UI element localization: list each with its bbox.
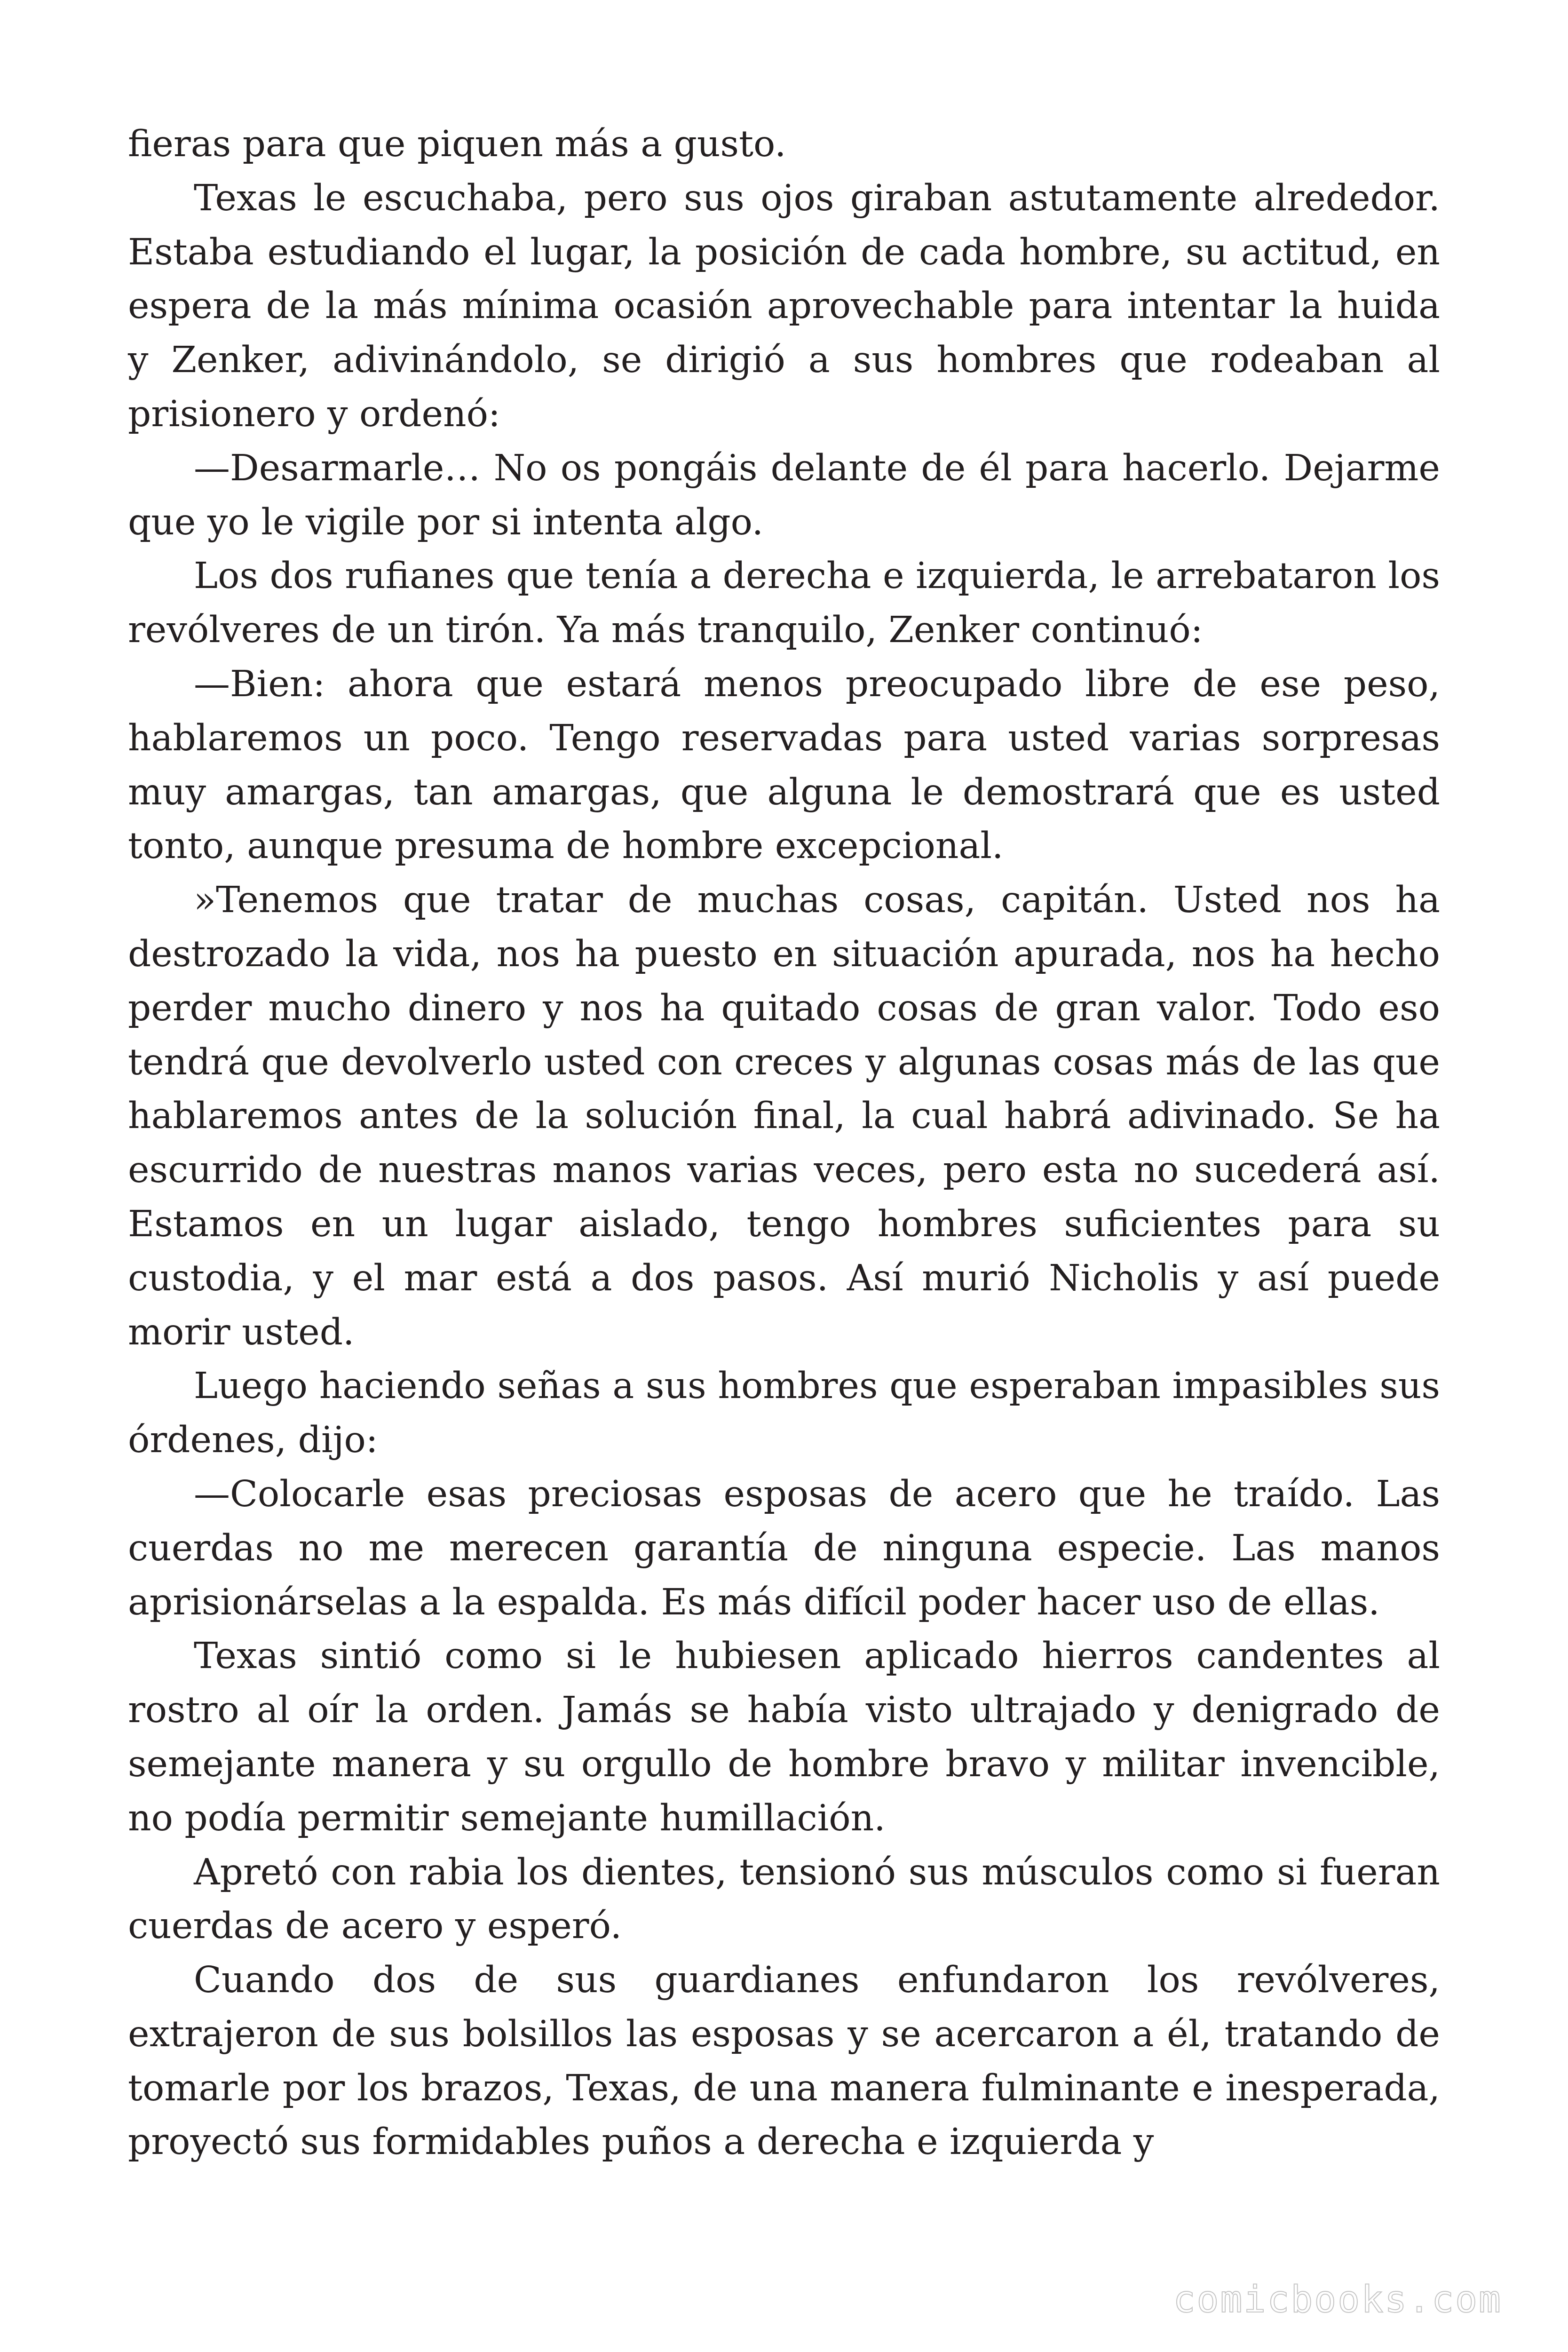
paragraph: —Colocarle esas preciosas esposas de acero que he traído. Las cuerdas no me merecen garantía de ninguna especie. Las manos aprisionárselas a la espalda. Es más difícil poder hacer uso de ellas. [128, 1473, 1440, 1623]
paragraph: »Tenemos que tratar de muchas cosas, capitán. Usted nos ha destrozado la vida, nos ha puesto en situación apurada, nos ha hecho perder mucho dinero y nos ha quitado cosas de gran valor. Todo eso tendrá que devolverlo usted con creces y algunas cosas más de las que hablaremos antes de la solución final, la cual habrá adivinado. Se ha escurrido de nuestras manos varias veces, pero esta no sucederá así. Estamos en un lugar aislado, tengo hombres suficientes para su custodia, y el mar está a dos pasos. Así murió Nicholis y así puede morir usted. [128, 879, 1440, 1353]
paragraph: Cuando dos de sus guardianes enfundaron los revólveres, extrajeron de sus bolsillos las esposas y se acercaron a él, tratando de tomarle por los brazos, Texas, de una manera fulminante e inesperada, proyectó sus formidables puños a derecha e izquierda y [128, 1959, 1440, 2163]
paragraph: Los dos rufianes que tenía a derecha e izquierda, le arrebataron los revólveres de un tirón. Ya más tranquilo, Zenker continuó: [128, 555, 1440, 652]
paragraph: Apretó con rabia los dientes, tensionó sus músculos como si fueran cuerdas de acero y esperó. [128, 1851, 1440, 1947]
paragraph: fieras para que piquen más a gusto. [128, 123, 786, 165]
paragraph: —Bien: ahora que estará menos preocupado libre de ese peso, hablaremos un poco. Tengo reservadas para usted varias sorpresas muy amargas, tan amargas, que alguna le demostrará que es usted tonto, aunque presuma de hombre excepcional. [128, 663, 1440, 867]
paragraph: —Desarmarle… No os pongáis delante de él para hacerlo. Dejarme que yo le vigile por si intenta algo. [128, 447, 1440, 543]
watermark: comicbooks.com [1173, 2279, 1502, 2321]
paragraph: Texas le escuchaba, pero sus ojos giraban astutamente alrededor. Estaba estudiando el lugar, la posición de cada hombre, su actitud, en espera de la más mínima ocasión aprovechable para intentar la huida y Zenker, adivinándolo, se dirigió a sus hombres que rodeaban al prisionero y ordenó: [128, 177, 1440, 435]
paragraph: Luego haciendo señas a sus hombres que esperaban impasibles sus órdenes, dijo: [128, 1365, 1440, 1462]
page-body [128, 118, 1440, 2169]
paragraph: Texas sintió como si le hubiesen aplicado hierros candentes al rostro al oír la orden. Jamás se había visto ultrajado y denigrado de semejante manera y su orgullo de hombre bravo y militar invencible, no podía permitir semejante humillación. [128, 1635, 1440, 1839]
